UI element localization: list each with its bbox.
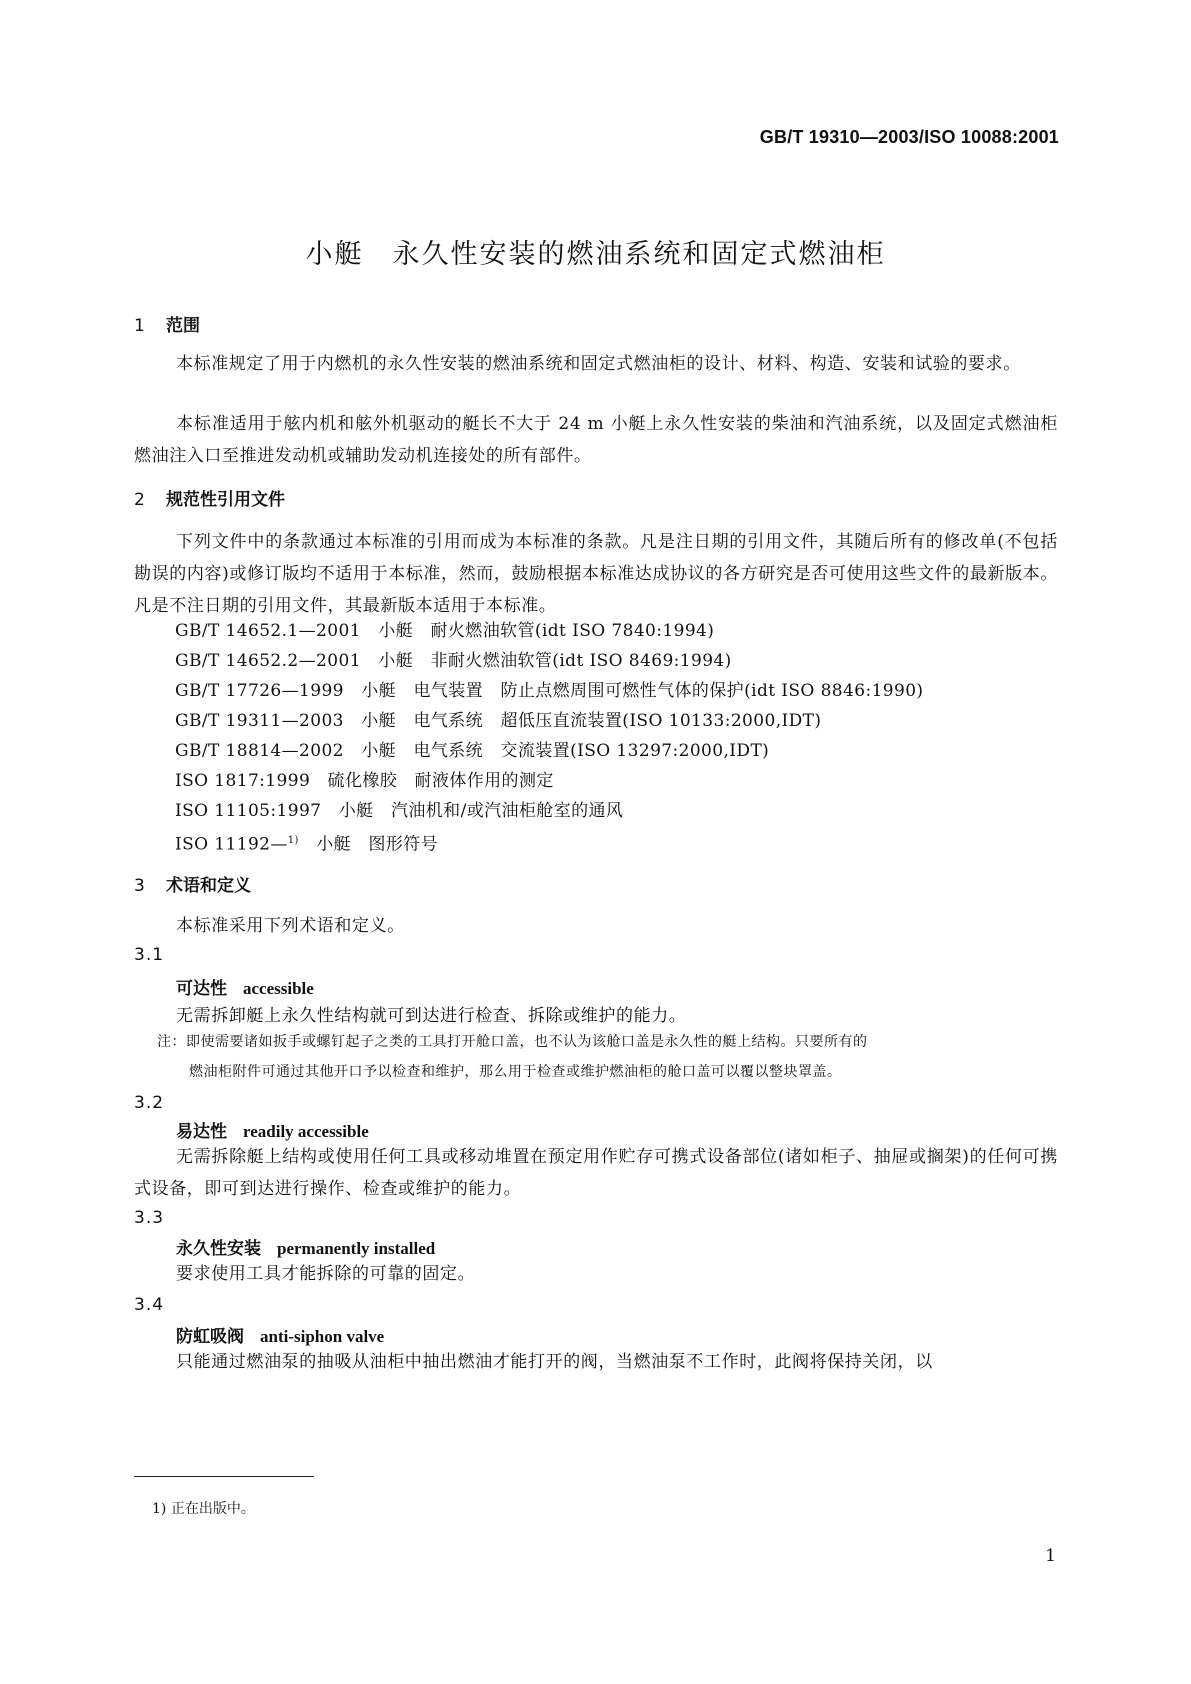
term-definition: 只能通过燃油泵的抽吸从油柜中抽出燃油才能打开的阀，当燃油泵不工作时，此阀将保持关闭，以 [176, 1352, 933, 1372]
clause-number: 3.4 [134, 1295, 165, 1315]
footnote-divider [134, 1476, 314, 1477]
section-title: 规范性引用文件 [166, 490, 285, 510]
section-scope-heading [134, 311, 200, 336]
normative-paragraph: 下列文件中的条款通过本标准的引用而成为本标准的条款。凡是注日期的引用文件，其随后所有的修改单(不包括勘误的内容)或修订版均不适用于本标准，然而，鼓励根据本标准达成协议的各方研究是否可使用这些文件的最新版本。凡是不注日期的引用文件，其最新版本适用于本标准。 [134, 532, 1058, 616]
reference-title: 小艇 图形符号 [298, 834, 439, 855]
term-entry [176, 1234, 435, 1259]
term-chinese: 可达性 [176, 979, 227, 999]
term-note-line-2-wrap [157, 1057, 1057, 1087]
term-english: accessible [243, 979, 314, 998]
footnote-marker: 1) [287, 835, 299, 846]
section-number: 3 [134, 876, 145, 896]
term-note-line-2: 燃油柜附件可通过其他开口予以检查和维护，那么用于检查或维护燃油柜的舱口盖可以覆以整块罩盖。 [189, 1064, 842, 1080]
section-title: 术语和定义 [166, 876, 251, 896]
scope-paragraph-2: 本标准适用于舷内机和舷外机驱动的艇长不大于 24 m 小艇上永久性安装的柴油和汽油系统，以及固定式燃油柜燃油注入口至推进发动机或辅助发动机连接处的所有部件。 [134, 414, 1058, 466]
reference-code: ISO 11192— [175, 834, 288, 855]
footnote: 1) 正在出版中。 [152, 1501, 255, 1517]
terms-intro: 本标准采用下列术语和定义。 [176, 916, 405, 936]
standard-code: GB/T 19310—2003/ISO 10088:2001 [759, 127, 1059, 147]
term-entry [176, 1117, 369, 1142]
reference-item: ISO 11105:1997 小艇 汽油机和/或汽油柜舱室的通风 [175, 801, 624, 821]
reference-item: ISO 1817:1999 硫化橡胶 耐液体作用的测定 [175, 771, 554, 791]
term-entry [176, 974, 314, 999]
term-entry [176, 1322, 384, 1347]
clause-number: 3.1 [134, 945, 165, 965]
term-definition: 无需拆卸艇上永久性结构就可到达进行检查、拆除或维护的能力。 [176, 1006, 687, 1026]
section-number: 1 [134, 316, 145, 336]
reference-item: GB/T 17726—1999 小艇 电气装置 防止点燃周围可燃性气体的保护(idt ISO 8846:1990) [175, 681, 924, 701]
section-normative-heading [134, 485, 285, 510]
clause-number: 3.3 [134, 1208, 165, 1228]
section-title: 范围 [166, 316, 200, 336]
term-english: readily accessible [243, 1122, 369, 1141]
reference-item: GB/T 19311—2003 小艇 电气系统 超低压直流装置(ISO 10133:2000,IDT) [175, 711, 822, 731]
term-english: permanently installed [277, 1239, 436, 1258]
term-definition: 无需拆除艇上结构或使用任何工具或移动堆置在预定用作贮存可携式设备部位(诸如柜子、抽屉或搁架)的任何可携式设备，即可到达进行操作、检查或维护的能力。 [134, 1147, 1058, 1199]
document-title: 小艇 永久性安装的燃油系统和固定式燃油柜 [305, 239, 886, 270]
reference-item: GB/T 14652.2—2001 小艇 非耐火燃油软管(idt ISO 8469:1994) [175, 651, 732, 671]
page-number: 1 [1045, 1546, 1056, 1566]
term-english: anti-siphon valve [260, 1327, 385, 1346]
term-chinese: 防虹吸阀 [176, 1327, 244, 1347]
clause-number: 3.2 [134, 1093, 165, 1113]
term-chinese: 易达性 [176, 1122, 227, 1142]
term-definition: 要求使用工具才能拆除的可靠的固定。 [176, 1264, 476, 1284]
section-terms-heading [134, 871, 251, 896]
term-note-line-1: 注：即使需要诸如扳手或螺钉起子之类的工具打开舱口盖，也不认为该舱口盖是永久性的艇上结构。只要所有的 [157, 1034, 868, 1050]
scope-paragraph-1: 本标准规定了用于内燃机的永久性安装的燃油系统和固定式燃油柜的设计、材料、构造、安装和试验的要求。 [176, 354, 1021, 374]
reference-item: GB/T 18814—2002 小艇 电气系统 交流装置(ISO 13297:2000,IDT) [175, 741, 770, 761]
reference-item-with-footnote [175, 826, 438, 860]
reference-item: GB/T 14652.1—2001 小艇 耐火燃油软管(idt ISO 7840:1994) [175, 621, 715, 641]
section-number: 2 [134, 490, 145, 510]
term-chinese: 永久性安装 [176, 1239, 261, 1259]
